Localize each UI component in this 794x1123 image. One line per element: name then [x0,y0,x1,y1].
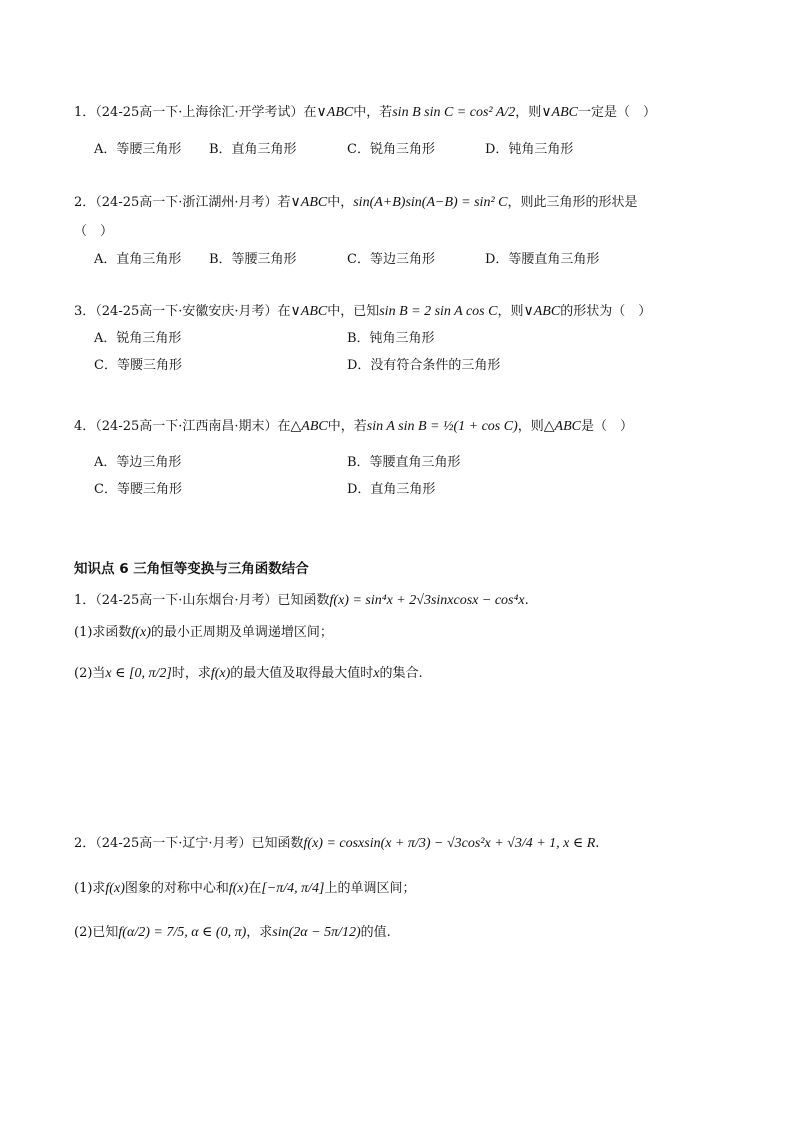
section-title: 知识点 6 三角恒等变换与三角函数结合 [74,561,309,577]
math-interval: x ∈ [0, π/2] [105,666,172,681]
question-end: . [595,836,600,851]
math-triangle: ∨ABC [290,195,328,210]
option-b: B．直角三角形 [209,142,297,157]
question-stem: 1．（24-25高一下·山东烟台·月考）已知函数 [74,593,330,608]
sub-question-text: (2)当 [74,666,106,681]
question-2 [74,193,638,213]
option-d: D．钝角三角形 [485,142,574,157]
question-end: . [524,593,529,608]
sub-question-text: 的最大值及取得最大值时 [230,666,374,681]
math-triangle: ∨ABC [290,304,328,319]
math-condition: f(α/2) = 7/5, α ∈ (0, π) [118,925,247,940]
question-stem: 3．（24-25高一下·安徽安庆·月考）在 [74,304,291,319]
option-c: C．等腰三角形 [94,482,182,497]
question-text: ，则 [497,304,524,319]
sub-question-text: 图象的对称中心和 [124,881,229,896]
sub-question-text: ，求 [246,925,273,940]
sub-question-text: 的集合. [379,666,423,681]
question-text: 中， [327,195,354,210]
question-2-line-2: （ ） [74,224,114,239]
question-text: 中，已知 [327,304,380,319]
question-4 [74,417,633,437]
option-a: A．等边三角形 [94,455,182,470]
option-a: A．等腰三角形 [94,142,182,157]
option-d: D．等腰直角三角形 [485,252,600,267]
math-formula: sin A sin B = ½(1 + cos C) [366,419,518,434]
option-a: A．直角三角形 [94,252,182,267]
sub-question-text: 的值. [360,925,391,940]
math-fx: f(x) [105,881,125,896]
question-stem: 4．（24-25高一下·江西南昌·期末）在 [74,419,291,434]
problem-2-part-2 [74,922,391,944]
problem-1 [74,591,529,611]
question-3 [74,302,651,322]
math-formula: sin(A+B)sin(A−B) = sin² C [353,195,508,210]
option-c: C．锐角三角形 [347,142,435,157]
math-fx: f(x) [210,666,231,681]
sub-question-text: (1)求 [74,881,106,896]
problem-2 [74,834,599,854]
sub-question-text: 上的单调区间； [324,881,416,896]
question-stem: 2．（24-25高一下·辽宁·月考）已知函数 [74,836,304,851]
problem-1-part-1 [74,622,333,644]
option-b: B．钝角三角形 [347,331,435,346]
sub-question-text: 时，求 [171,666,211,681]
question-1 [74,103,656,123]
problem-1-part-2 [74,663,423,685]
question-stem: 1．（24-25高一下·上海徐汇·开学考试）在 [74,105,317,120]
question-end: ，则此三角形的形状是 [507,195,638,210]
sub-question-text: (2)已知 [74,925,119,940]
option-d: D．直角三角形 [347,482,436,497]
math-function-definition: f(x) = sin⁴x + 2√3sinxcosx − cos⁴x [329,593,525,608]
option-d: D．没有符合条件的三角形 [347,358,501,373]
sub-question-text: (1)求函数 [74,625,132,640]
question-end: 是（ ） [580,419,633,434]
math-triangle: ∨ABC [541,105,579,120]
math-expression: sin(2α − 5π/12) [272,925,361,940]
math-formula: sin B sin C = cos² A/2 [392,105,516,120]
question-end: 的形状为（ ） [560,304,652,319]
question-text: ，则 [515,105,542,120]
problem-2-part-1 [74,878,416,900]
sub-question-text: 在 [248,881,262,896]
option-a: A．锐角三角形 [94,331,182,346]
sub-question-text: 的最小正周期及单调递增区间； [150,625,333,640]
math-interval: [−π/4, π/4] [261,881,325,896]
option-b: B．等腰直角三角形 [347,455,461,470]
question-end: 一定是（ ） [578,105,657,120]
math-triangle: ∨ABC [316,105,354,120]
question-text: 中，若 [353,105,393,120]
option-c: C．等边三角形 [347,252,435,267]
math-triangle: △ABC [290,419,328,434]
math-formula: sin B = 2 sin A cos C [379,304,498,319]
math-triangle: △ABC [543,419,581,434]
option-c: C．等腰三角形 [94,358,182,373]
math-triangle: ∨ABC [523,304,561,319]
question-text: 中，若 [327,419,367,434]
question-text: ，则 [517,419,544,434]
math-fx: f(x) [131,625,151,640]
math-fx: f(x) [228,881,249,896]
math-function-definition: f(x) = cosxsin(x + π/3) − √3cos²x + √3/4 + 1, x ∈ R [303,836,596,851]
math-x: x [373,666,380,681]
option-b: B．等腰三角形 [209,252,297,267]
question-stem: 2．（24-25高一下·浙江湖州·月考）若 [74,195,291,210]
